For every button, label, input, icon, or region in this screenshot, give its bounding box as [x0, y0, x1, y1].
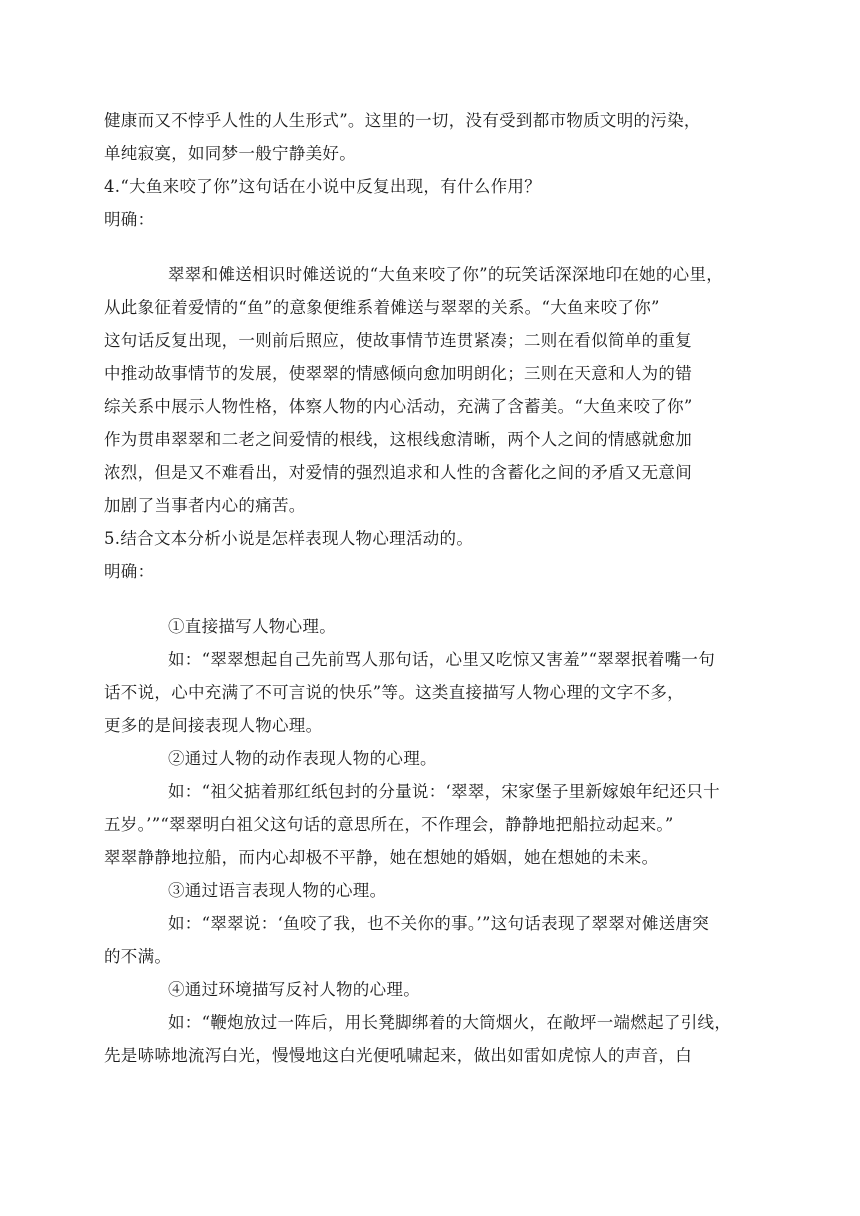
text-line: ④通过环境描写反衬人物的心理。 — [168, 980, 420, 999]
text-line: 健康而又不悖乎人性的人生形式”。这里的一切，没有受到都市物质文明的污染， — [104, 111, 701, 130]
document-page — [104, 104, 740, 1072]
text-line: ②通过人物的动作表现人物的心理。 — [168, 749, 437, 768]
text-line: 如：“鞭炮放过一阵后，用长凳脚绑着的大筒烟火，在敞坪一端燃起了引线， — [168, 1013, 732, 1032]
text-line: 4.“大鱼来咬了你”这句话在小说中反复出现，有什么作用？ — [104, 177, 542, 196]
text-line: 作为贯串翠翠和二老之间爱情的根线，这根线愈清晰，两个人之间的情感就愈加 — [104, 430, 692, 449]
text-line: 如：“翠翠说：‘鱼咬了我，也不关你的事。’”这句话表现了翠翠对傩送唐突 — [168, 914, 710, 933]
text-line: 这句话反复出现，一则前后照应，使故事情节连贯紧凑；二则在看似简单的重复 — [104, 331, 692, 350]
text-line: ①直接描写人物心理。 — [168, 617, 336, 636]
text-line: 先是哧哧地流泻白光，慢慢地这白光便吼啸起来，做出如雷如虎惊人的声音，白 — [104, 1046, 692, 1065]
text-line: 明确： — [104, 562, 155, 581]
text-line: 翠翠和傩送相识时傩送说的“大鱼来咬了你”的玩笑话深深地印在她的心里， — [168, 265, 724, 284]
blank-line — [104, 588, 740, 610]
text-line: 5.结合文本分析小说是怎样表现人物心理活动的。 — [104, 529, 474, 548]
text-line: 浓烈，但是又不难看出，对爱情的强烈追求和人性的含蓄化之间的矛盾又无意间 — [104, 463, 692, 482]
text-line: 综关系中展示人物性格，体察人物的内心活动，充满了含蓄美。“大鱼来咬了你” — [104, 397, 693, 416]
text-line: ③通过语言表现人物的心理。 — [168, 881, 387, 900]
text-line: 五岁。’”“翠翠明白祖父这句话的意思所在，不作理会，静静地把船拉动起来。” — [104, 815, 674, 834]
blank-line — [104, 236, 740, 258]
text-line: 从此象征着爱情的“鱼”的意象便维系着傩送与翠翠的关系。“大鱼来咬了你” — [104, 298, 660, 317]
text-line: 如：“祖父掂着那红纸包封的分量说：‘翠翠，宋家堡子里新嫁娘年纪还只十 — [168, 782, 720, 801]
text-line: 单纯寂寞，如同梦一般宁静美好。 — [104, 144, 356, 163]
text-line: 中推动故事情节的发展，使翠翠的情感倾向愈加明朗化；三则在天意和人为的错 — [104, 364, 692, 383]
text-line: 更多的是间接表现人物心理。 — [104, 716, 323, 735]
text-line: 加剧了当事者内心的痛苦。 — [104, 496, 306, 515]
text-line: 明确： — [104, 210, 155, 229]
text-line: 如：“翠翠想起自己先前骂人那句话，心里又吃惊又害羞”“翠翠抿着嘴一句 — [168, 650, 716, 669]
text-line: 的不满。 — [104, 947, 172, 966]
text-line: 话不说，心中充满了不可言说的快乐”等。这类直接描写人物心理的文字不多， — [104, 683, 684, 702]
text-line: 翠翠静静地拉船，而内心却极不平静，她在想她的婚姻，她在想她的未来。 — [104, 848, 659, 867]
